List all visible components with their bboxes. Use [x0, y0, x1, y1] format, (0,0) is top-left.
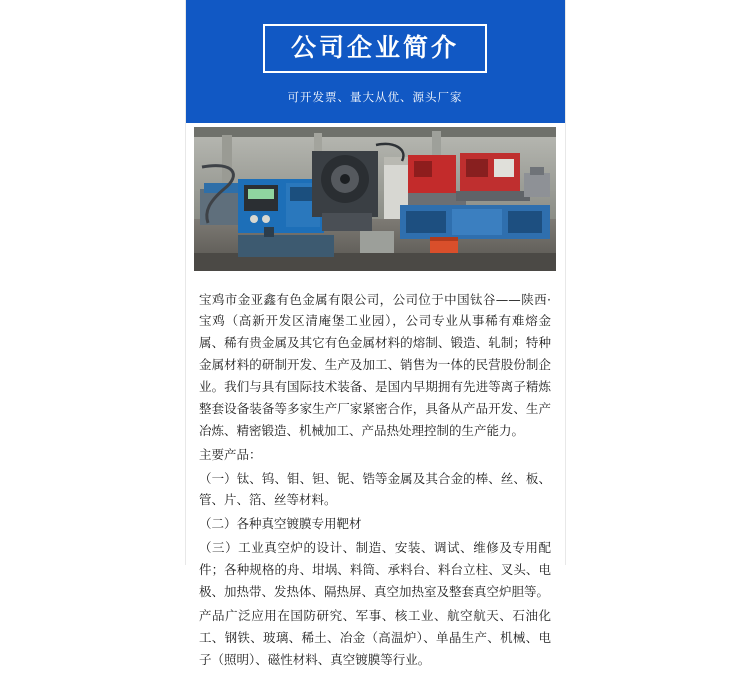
title-frame [263, 24, 487, 73]
paragraph-applications: 产品广泛应用在国防研究、军事、核工业、航空航天、石油化工、钢铁、玻璃、稀土、冶金（高温炉）、单晶生产、机械、电子（照明）、磁性材料、真空镀膜等行业。 [199, 605, 551, 671]
photo-section [185, 127, 565, 271]
header-banner [185, 0, 565, 123]
paragraph-products-heading: 主要产品： [199, 444, 551, 466]
right-margin [565, 0, 750, 565]
workshop-machinery-photo [194, 127, 556, 271]
paragraph-product-2: （二）各种真空镀膜专用靶材 [199, 513, 551, 535]
panel-right-divider [565, 0, 566, 565]
panel-left-divider [185, 0, 186, 565]
left-margin [0, 0, 185, 565]
paragraph-product-3: （三）工业真空炉的设计、制造、安装、调试、维修及专用配件；各种规格的舟、坩埚、料筒、承料台、料台立柱、叉头、电极、加热带、发热体、隔热屏、真空加热室及整套真空炉胆等。 [199, 537, 551, 603]
paragraph-product-1: （一）钛、钨、钼、钽、铌、锆等金属及其合金的棒、丝、板、管、片、箔、丝等材料。 [199, 468, 551, 512]
page-title: 公司企业简介 [291, 34, 459, 62]
header-subtitle: 可开发票、量大从优、源头厂家 [185, 89, 565, 105]
company-description [185, 271, 565, 682]
paragraph-intro: 宝鸡市金亚鑫有色金属有限公司，公司位于中国钛谷——陕西·宝鸡（高新开发区清庵堡工业园），公司专业从事稀有难熔金属、稀有贵金属及其它有色金属材料的熔制、锻造、轧制；特种金属材料的研制开发、生产及加工、销售为一体的民营股份制企业。我们与具有国际技术装备、是国内早期拥有先进等离子精炼整套设备装备等多家生产厂家紧密合作，具备从产品开发、生产冶炼、精密锻造、机械加工、产品热处理控制的生产能力。 [199, 289, 551, 442]
company-profile-panel [185, 0, 565, 682]
